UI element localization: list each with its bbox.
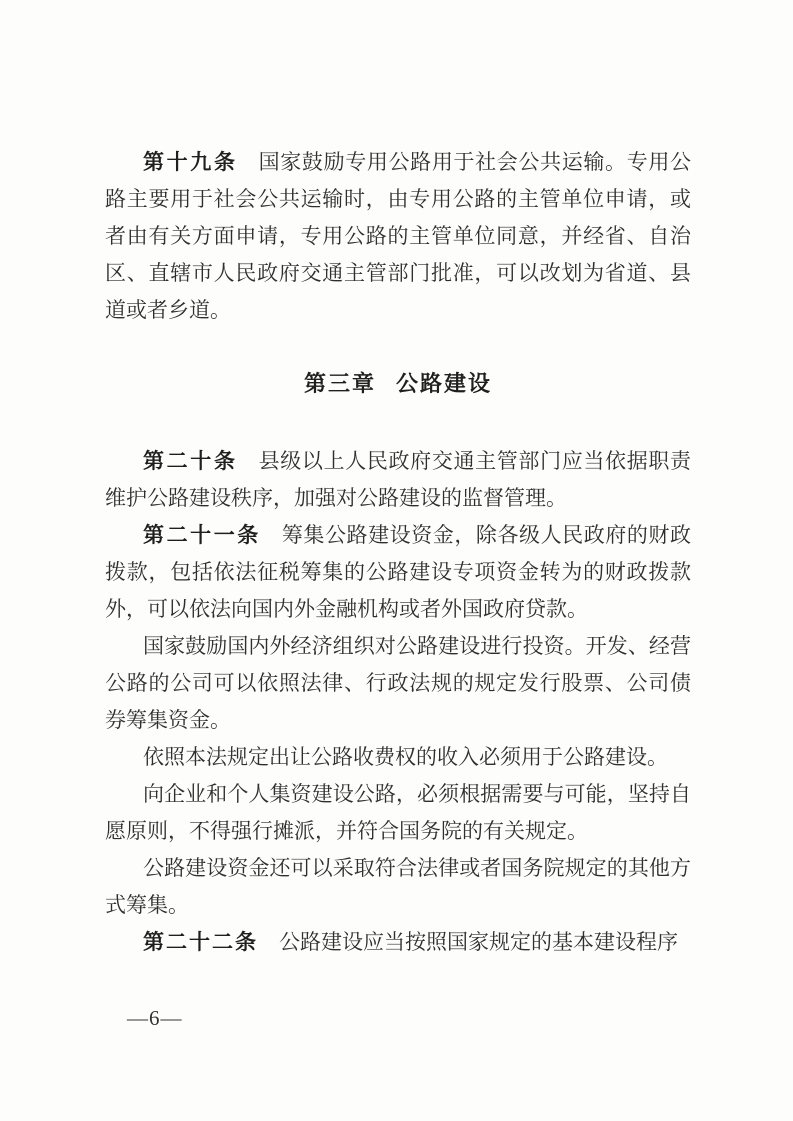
- article-21-clause-4: [105, 776, 691, 850]
- article-20-text: 县级以上人民政府交通主管部门应当依据职责维护公路建设秩序，加强对公路建设的监督管理。: [105, 449, 691, 510]
- article-21-clause-2: [105, 628, 691, 739]
- article-20-number: 第二十条: [143, 450, 238, 473]
- article-21-clause-5: [105, 850, 691, 924]
- article-21-clause-3: [105, 739, 691, 776]
- chapter-heading: [105, 365, 691, 402]
- article-22-paragraph: [105, 924, 691, 961]
- article-19-paragraph: [105, 144, 691, 329]
- page-number: —6—: [127, 1006, 183, 1030]
- chapter-title: 公路建设: [396, 371, 493, 396]
- article-21-number: 第二十一条: [143, 524, 261, 547]
- chapter-number: 第三章: [303, 371, 376, 396]
- article-22-number: 第二十二条: [143, 931, 258, 954]
- article-21-clause-2-text: 国家鼓励国内外经济组织对公路建设进行投资。开发、经营公路的公司可以依照法律、行政法规的规定发行股票、公司债券筹集资金。: [105, 634, 691, 732]
- article-21-text: 筹集公路建设资金，除各级人民政府的财政拨款，包括依法征税筹集的公路建设专项资金转为的财政拨款外，可以依法向国内外金融机构或者外国政府贷款。: [105, 523, 692, 621]
- document-body: [105, 144, 691, 961]
- article-20-paragraph: [105, 443, 691, 517]
- article-19-number: 第十九条: [143, 151, 238, 174]
- article-22-text: 公路建设应当按照国家规定的基本建设程序: [279, 930, 678, 954]
- article-21-clause-3-text: 依照本法规定出让公路收费权的收入必须用于公路建设。: [143, 745, 668, 769]
- article-21-paragraph: [105, 517, 691, 628]
- article-21-clause-5-text: 公路建设资金还可以采取符合法律或者国务院规定的其他方式筹集。: [105, 856, 691, 917]
- article-19-text: 国家鼓励专用公路用于社会公共运输。专用公路主要用于社会公共运输时，由专用公路的主管单位申请，或者由有关方面申请，专用公路的主管单位同意，并经省、自治区、直辖市人民政府交通主管部门批准，可以改划为省道、县道或者乡道。: [105, 150, 691, 322]
- article-21-clause-4-text: 向企业和个人集资建设公路，必须根据需要与可能，坚持自愿原则，不得强行摊派，并符合国务院的有关规定。: [105, 782, 691, 843]
